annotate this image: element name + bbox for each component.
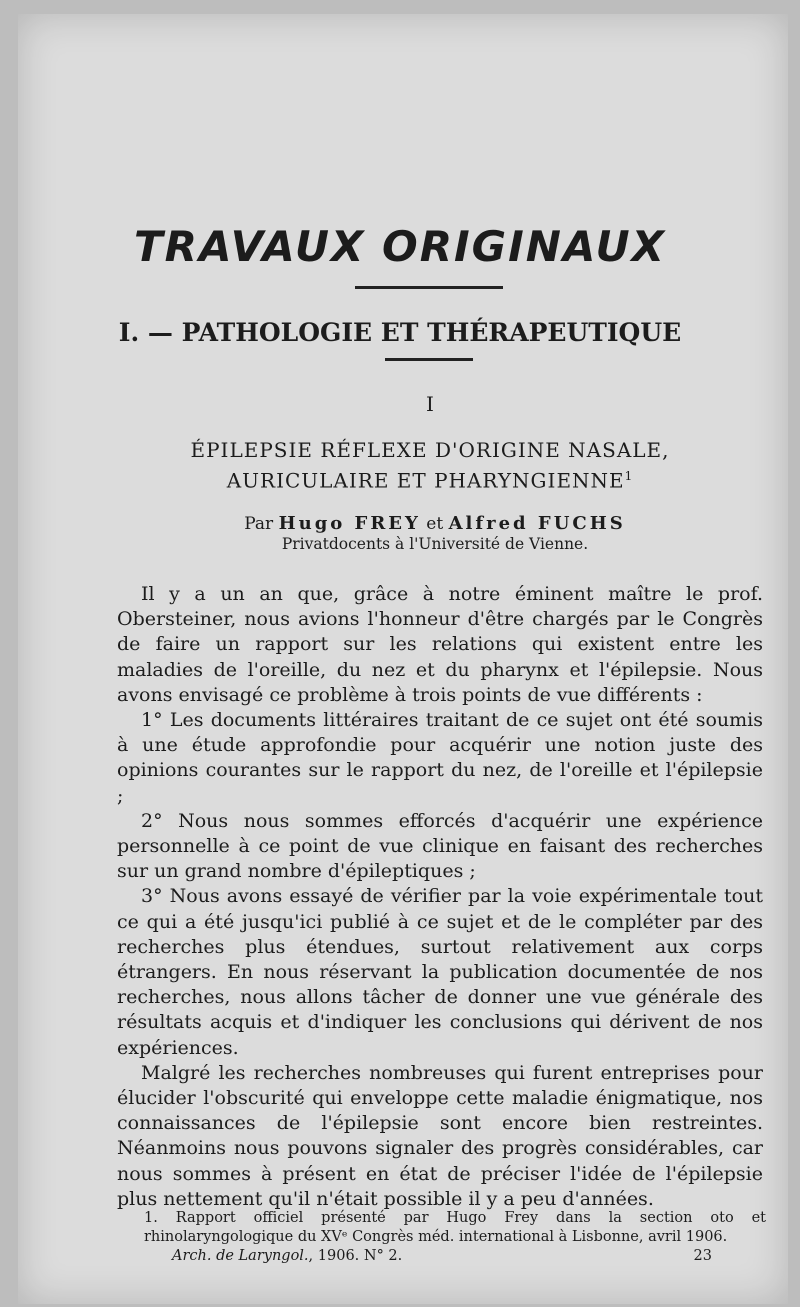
article-numeral: I: [426, 392, 434, 416]
footnote: 1. Rapport officiel présenté par Hugo Frey dans la section oto et rhinolaryngologique du XVᵉ Congrès méd. international à Lisbonne, avril 1906.: [144, 1210, 766, 1245]
paragraph: Malgré les recherches nombreuses qui furent entreprises pour élucider l'obscurité qui enveloppe cette maladie énigmatique, nos connaissances de l'épilepsie sont encore bien restreintes. Néanmoins nous pouvons signaler des progrès considérables, car nous sommes à présent en état de préciser l'idée de l'épilepsie plus nettement qu'il n'était possible il y a peu d'années.: [117, 1061, 763, 1210]
byline: [0, 513, 800, 534]
footnote-mark: 1: [624, 469, 634, 483]
paragraph: 3° Nous avons essayé de vérifier par la voie expérimentale tout ce qui a été jusqu'ici publié à ce sujet et de le compléter par des recherches plus étendues, surtout relativement aux corps étrangers. En nous réservant la publication documentée de nos recherches, nous allons tâcher de donner une vue générale des résultats acquis et d'indiquer les conclusions qui dérivent de nos expériences.: [117, 885, 763, 1059]
journal-issue: , 1906. N° 2.: [308, 1248, 403, 1264]
article-title-line: AURICULAIRE ET PHARYNGIENNE$^1$: [226, 468, 634, 493]
section-title: TRAVAUX ORIGINAUX: [133, 222, 667, 271]
article-title: [0, 437, 800, 494]
paragraph: 2° Nous nous sommes efforcés d'acquérir une expérience personnelle à ce point de vue clinique en faisant des recherches sur un grand nombre d'épileptiques ;: [117, 809, 763, 883]
divider-rule: [355, 286, 503, 289]
page-footer: [172, 1248, 712, 1264]
author-affiliation: Privatdocents à l'Université de Vienne.: [281, 535, 589, 553]
chapter-heading: I. — PATHOLOGIE ET THÉRAPEUTIQUE: [118, 318, 682, 347]
author-name: Hugo FREY: [278, 513, 421, 534]
article-body: [117, 582, 763, 1212]
paragraph: 1° Les documents littéraires traitant de ce sujet ont été soumis à une étude approfondie pour acquérir une notion juste des opinions courantes sur le rapport du nez, de l'oreille et l'épilepsie ;: [117, 709, 763, 807]
author-name: Alfred FUCHS: [448, 513, 626, 534]
byline-par: Par: [244, 514, 274, 534]
journal-name: Arch. de Laryngol.: [172, 1248, 309, 1264]
divider-rule: [385, 358, 473, 361]
byline-and: et: [426, 514, 444, 534]
article-title-line: ÉPILEPSIE RÉFLEXE D'ORIGINE NASALE,: [190, 438, 670, 462]
paragraph: Il y a un an que, grâce à notre éminent maître le prof. Obersteiner, nous avions l'honneur d'être chargés par le Congrès de faire un rapport sur les relations qui existent entre les maladies de l'oreille, du nez et du pharynx et l'épilepsie. Nous avons envisagé ce problème à trois points de vue différents :: [117, 583, 763, 706]
page-number: 23: [693, 1248, 712, 1264]
